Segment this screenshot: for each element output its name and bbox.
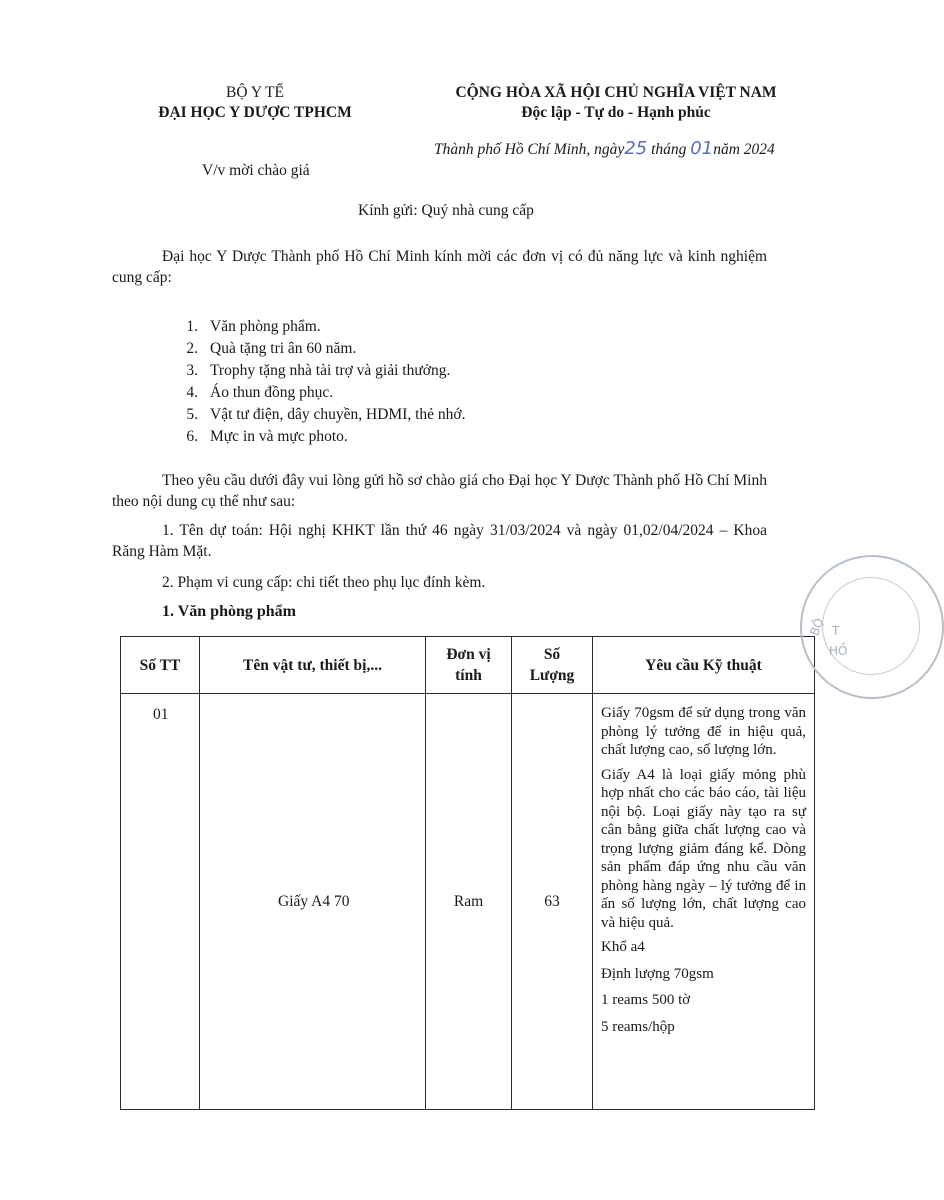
estimate-name: 1. Tên dự toán: Hội nghị KHKT lần thứ 46 ngày 31/03/2024 và ngày 01,02/04/2024 – Khoa Răng Hàm Mặt. [112, 522, 767, 560]
date-day-handwritten: 25 [624, 138, 648, 159]
stamp-lettering: HỒ [829, 644, 848, 658]
stamp-lettering: BỘ [807, 616, 827, 638]
national-motto: Độc lập - Tự do - Hạnh phúc [521, 104, 711, 121]
recipient-line: Kính gửi: Quý nhà cung cấp [358, 202, 534, 219]
table-row [121, 694, 815, 1110]
date-month-label: tháng [651, 141, 687, 158]
spec-box: 5 reams/hộp [601, 1018, 675, 1035]
list-item: 4. Áo thun đồng phục. [186, 384, 334, 401]
spec-ream: 1 reams 500 tờ [601, 992, 691, 1008]
intro-paragraph: Đại học Y Dược Thành phố Hồ Chí Minh kính mời các đơn vị có đủ năng lực và kinh nghiệm cung cấp: [112, 248, 767, 286]
header-unit: Đơn vị tính [426, 637, 512, 694]
date-prefix: Thành phố Hồ Chí Minh, ngày [434, 141, 625, 158]
list-item: 1. Văn phòng phẩm. [186, 318, 321, 335]
header-name: Tên vật tư, thiết bị,... [200, 637, 426, 694]
date-year: năm 2024 [713, 141, 775, 158]
list-item: 6. Mực in và mực photo. [186, 428, 348, 445]
supply-table [120, 636, 815, 1110]
document-date [434, 138, 775, 159]
offer-item-list [168, 316, 466, 448]
cell-name: Giấy A4 70 [200, 694, 426, 1110]
request-paragraph: Theo yêu cầu dưới đây vui lòng gửi hồ sơ chào giá cho Đại học Y Dược Thành phố Hồ Chí Minh theo nội dung cụ thể như sau: [112, 472, 767, 510]
date-month-handwritten: 01 [690, 138, 714, 159]
stamp-lettering: T [832, 624, 840, 638]
cell-unit: Ram [426, 694, 512, 1110]
supply-scope: 2. Phạm vi cung cấp: chi tiết theo phụ lục đính kèm. [162, 574, 486, 591]
university-name: ĐẠI HỌC Y DƯỢC TPHCM [158, 104, 352, 121]
table-header-row [121, 637, 815, 694]
list-item: 2. Quà tặng tri ân 60 năm. [186, 340, 357, 357]
spec-weight: Định lượng 70gsm [601, 965, 714, 982]
spec-paragraph: Giấy A4 là loại giấy mỏng phù hợp nhất cho các báo cáo, tài liệu nội bộ. Loại giấy này tạo ra sự cân bằng giữa chất lượng cao và trọng lượng giảm đáng kể. Dòng sản phẩm đáp ứng nhu cầu văn phòng hàng ngày – lý tưởng để in ấn số lượng lớn, chất lượng cao và hiệu quả. [601, 766, 806, 931]
cell-no: 01 [121, 694, 200, 1110]
header-spec: Yêu cầu Kỹ thuật [593, 637, 815, 694]
cell-qty: 63 [512, 694, 593, 1110]
spec-size: Khổ a4 [601, 939, 645, 955]
cell-spec [593, 694, 815, 1110]
section-title: 1. Văn phòng phẩm [162, 603, 296, 620]
list-item: 3. Trophy tặng nhà tài trợ và giải thưởng. [186, 362, 451, 379]
spec-paragraph: Giấy 70gsm để sử dụng trong văn phòng lý tưởng để in hiệu quả, chất lượng cao, số lượng lớn. [601, 705, 806, 758]
ministry-name: BỘ Y TẾ [226, 84, 284, 101]
subject-line: V/v mời chào giá [202, 162, 310, 179]
header-qty: Số Lượng [512, 637, 593, 694]
list-item: 5. Vật tư điện, dây chuyền, HDMI, thẻ nhớ. [186, 406, 466, 423]
header-no: Số TT [121, 637, 200, 694]
republic-name: CỘNG HÒA XÃ HỘI CHỦ NGHĨA VIỆT NAM [455, 84, 777, 101]
